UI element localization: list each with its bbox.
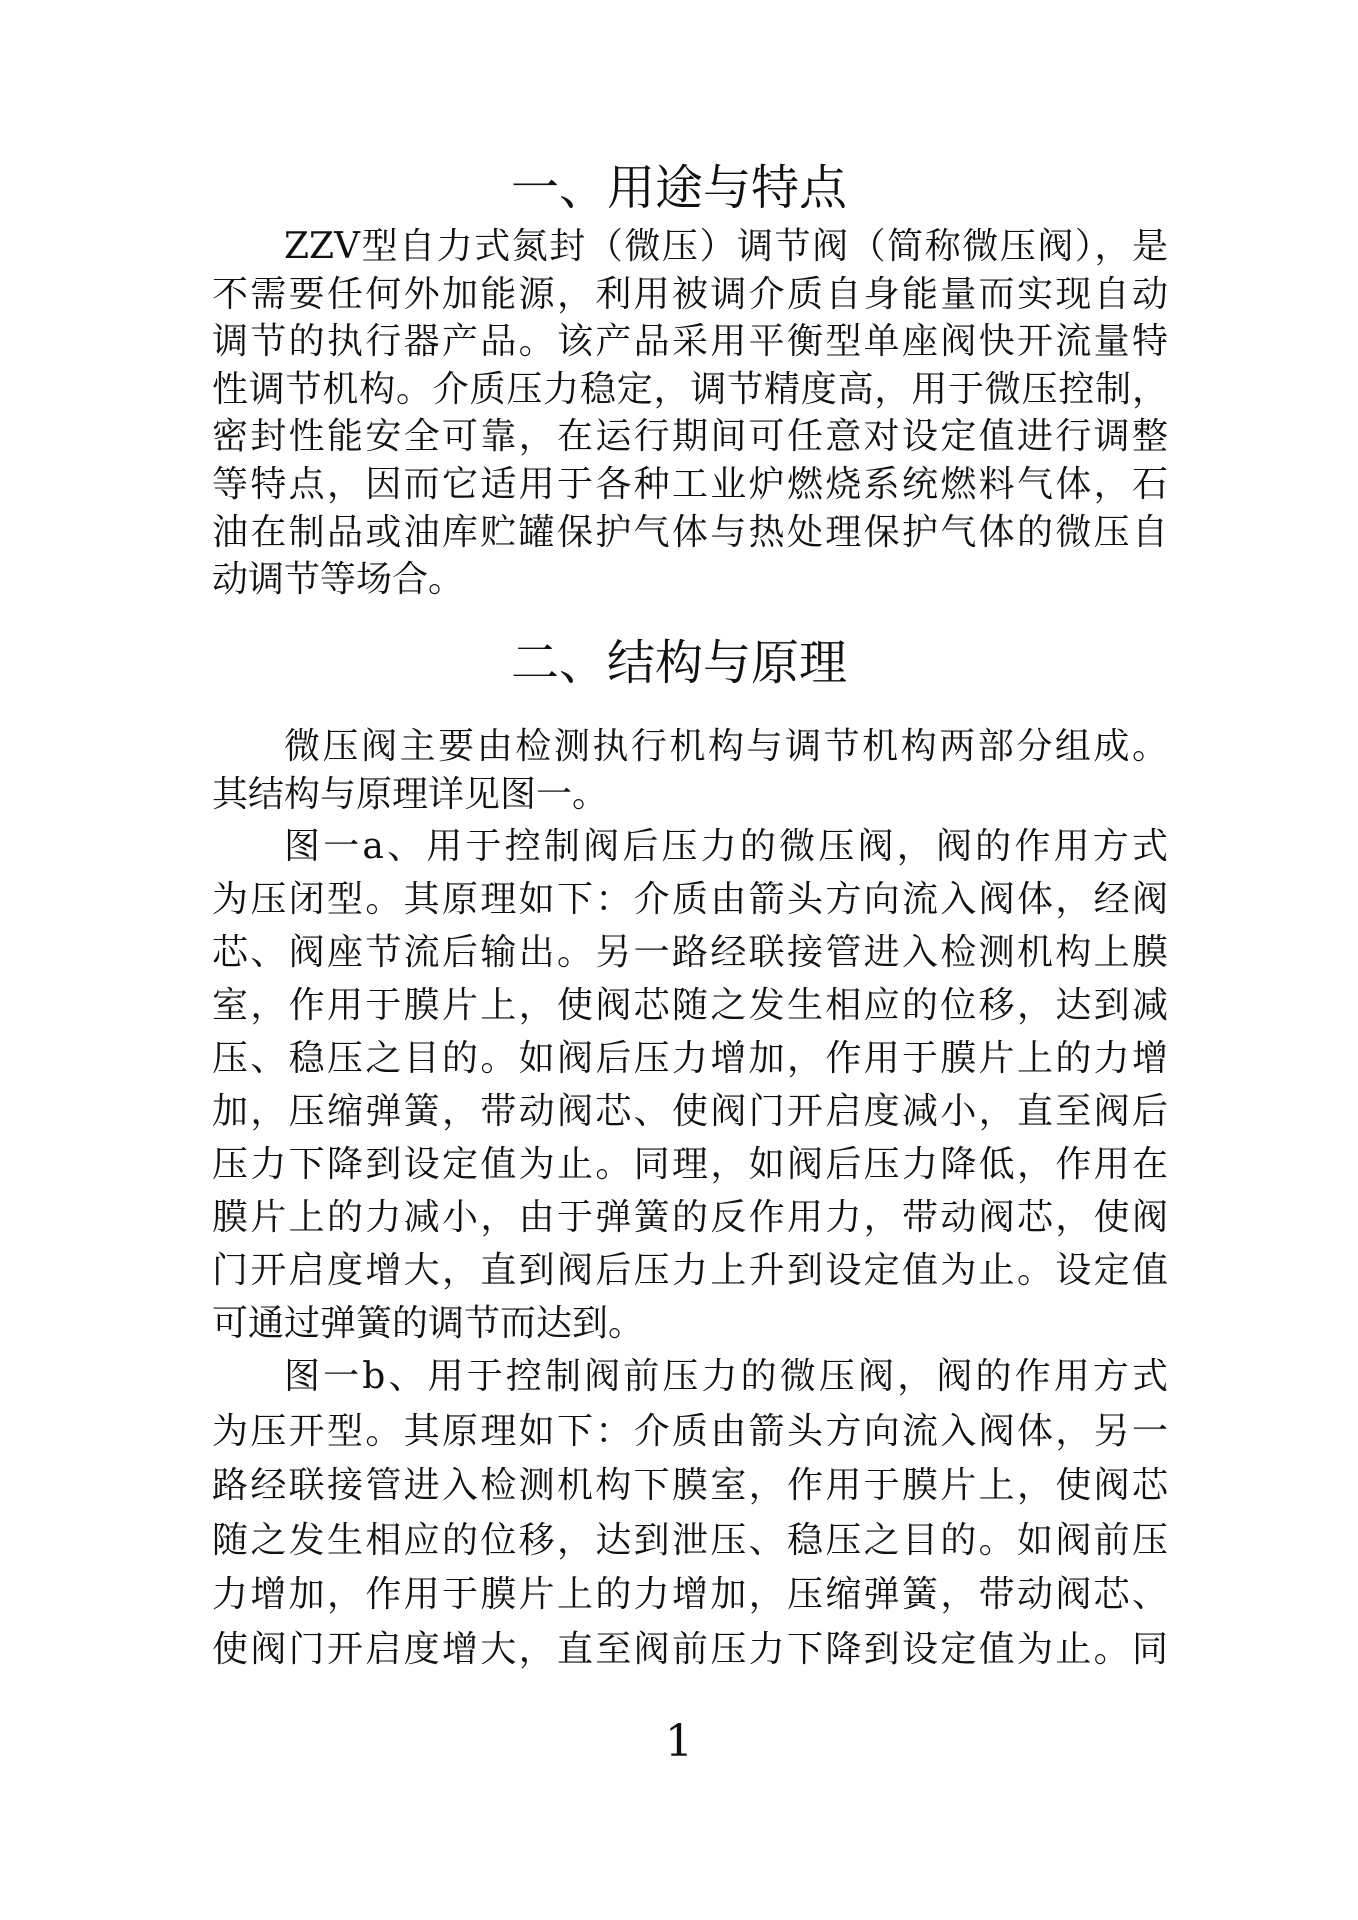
text-line: 门开启度增大，直到阀后压力上升到设定值为止。设定值	[212, 1250, 1168, 1291]
text-line: 油在制品或油库贮罐保护气体与热处理保护气体的微压自	[212, 511, 1168, 553]
text-line: 使阀门开启度增大，直至阀前压力下降到设定值为止。同	[212, 1628, 1168, 1670]
text-line: 微压阀主要由检测执行机构与调节机构两部分组成。	[284, 726, 1168, 767]
figure-1b-paragraph	[212, 1350, 1168, 1677]
section-1-paragraph	[212, 223, 1168, 604]
text-line: 性调节机构。介质压力稳定，调节精度高，用于微压控制，	[212, 368, 1168, 410]
text-line: 调节的执行器产品。该产品采用平衡型单座阀快开流量特	[212, 321, 1168, 363]
text-line: ZZV型自力式氮封（微压）调节阀（简称微压阀），是	[284, 226, 1168, 267]
text-line: 加，压缩弹簧，带动阀芯、使阀门开启度减小，直至阀后	[212, 1091, 1168, 1132]
text-line: 芯、阀座节流后输出。另一路经联接管进入检测机构上膜	[212, 932, 1168, 973]
figure-1a-paragraph	[212, 820, 1168, 1350]
text-line: 其结构与原理详见图一。	[212, 773, 609, 815]
text-line: 密封性能安全可靠，在运行期间可任意对设定值进行调整	[212, 416, 1168, 458]
section-1-title: 一、用途与特点	[510, 160, 847, 216]
text-line: 图一a、用于控制阀后压力的微压阀，阀的作用方式	[284, 826, 1168, 867]
text-line: 动调节等场合。	[212, 559, 465, 601]
text-line: 可通过弹簧的调节而达到。	[212, 1303, 645, 1344]
text-line: 路经联接管进入检测机构下膜室，作用于膜片上，使阀芯	[212, 1465, 1168, 1506]
text-line: 图一b、用于控制阀前压力的微压阀，阀的作用方式	[284, 1356, 1168, 1397]
text-line: 随之发生相应的位移，达到泄压、稳压之目的。如阀前压	[212, 1519, 1168, 1561]
text-line: 为压闭型。其原理如下：介质由箭头方向流入阀体，经阀	[212, 879, 1168, 920]
text-line: 不需要任何外加能源，利用被调介质自身能量而实现自动	[212, 273, 1168, 315]
page-number: 1	[665, 1716, 693, 1767]
text-line: 为压开型。其原理如下：介质由箭头方向流入阀体，另一	[212, 1410, 1168, 1452]
section-2-title: 二、结构与原理	[510, 635, 847, 691]
text-line: 膜片上的力减小，由于弹簧的反作用力，带动阀芯，使阀	[212, 1197, 1168, 1238]
text-line: 室，作用于膜片上，使阀芯随之发生相应的位移，达到减	[212, 985, 1168, 1026]
text-line: 力增加，作用于膜片上的力增加，压缩弹簧，带动阀芯、	[212, 1574, 1168, 1615]
section-2-intro-paragraph	[212, 723, 1168, 818]
text-line: 压、稳压之目的。如阀后压力增加，作用于膜片上的力增	[212, 1038, 1168, 1079]
text-line: 等特点，因而它适用于各种工业炉燃烧系统燃料气体，石	[212, 463, 1168, 505]
text-line: 压力下降到设定值为止。同理，如阀后压力降低，作用在	[212, 1144, 1168, 1185]
